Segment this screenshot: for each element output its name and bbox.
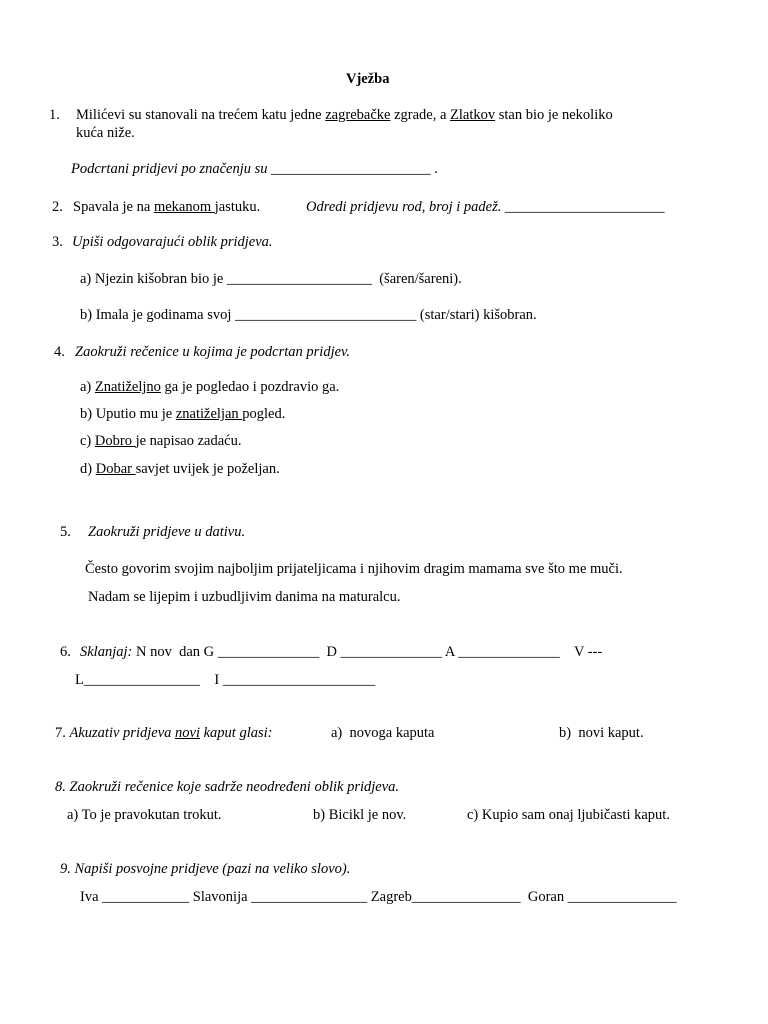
q4-task: Zaokruži rečenice u kojima je podcrtan pridjev. xyxy=(75,344,351,360)
q4-b-underlined: znatiželjan xyxy=(175,406,243,422)
q3-b-options: (star/stari) kišobran. xyxy=(416,307,537,323)
q8-task-line xyxy=(55,778,399,796)
q6-line1 xyxy=(80,643,602,661)
q8-option-c[interactable]: c) Kupio sam onaj ljubičasti kaput. xyxy=(467,807,670,823)
q4-a-text: ga je pogledao i pozdravio ga. xyxy=(160,379,340,395)
q6-number: 6. xyxy=(60,644,71,660)
q4-a-underlined: Znatiželjno xyxy=(94,379,161,395)
q2-task-line xyxy=(306,198,664,216)
q4-item-a[interactable] xyxy=(80,378,339,396)
q3-a-options: (šaren/šareni). xyxy=(371,271,462,287)
q2-answer-blank[interactable]: ______________________ xyxy=(501,199,665,215)
q7-option-a[interactable]: a) novoga kaputa xyxy=(331,725,435,741)
q7-line xyxy=(55,724,272,742)
q7-task-pre: Akuzativ pridjeva xyxy=(69,725,176,741)
q4-d-label: d) xyxy=(80,461,96,477)
q4-item-b[interactable] xyxy=(80,405,285,423)
q1-underlined-adjective-1: zagrebačke xyxy=(325,107,391,123)
q1-sentence-line1 xyxy=(76,106,613,124)
q1-number: 1. xyxy=(49,107,60,123)
q7-task-post: kaput glasi: xyxy=(199,725,273,741)
q6-dative-blank[interactable]: ______________ xyxy=(340,644,443,660)
q7-number: 7. xyxy=(55,725,66,741)
worksheet-title: Vježba xyxy=(346,71,390,87)
q9-blank-slavonija[interactable]: ________________ xyxy=(251,889,368,905)
q3-a-text: a) Njezin kišobran bio je xyxy=(80,271,227,287)
q2-text-post: jastuku. xyxy=(214,199,261,215)
q3-item-b xyxy=(80,306,537,324)
q3-number: 3. xyxy=(52,234,63,250)
q9-task: Napiši posvojne pridjeve (pazi na veliko slovo). xyxy=(74,861,351,877)
q9-word-iva: Iva xyxy=(80,889,103,905)
q4-b-text: pogled. xyxy=(242,406,286,422)
q7-task xyxy=(70,725,273,741)
q9-word-zagreb: Zagreb xyxy=(367,889,412,905)
q3-item-a xyxy=(80,270,462,288)
q6-accusative-blank[interactable]: ______________ xyxy=(458,644,560,660)
q1-text-post: stan bio je nekoliko xyxy=(495,107,613,123)
q9-blank-goran[interactable]: _______________ xyxy=(567,889,677,905)
q9-word-slavonija: Slavonija xyxy=(189,889,252,905)
q2-task: Odredi pridjevu rod, broj i padež. xyxy=(306,199,502,215)
q4-c-underlined: Dobro xyxy=(94,433,136,449)
q9-word-goran: Goran xyxy=(520,889,568,905)
q5-text-line2[interactable]: Nadam se lijepim i uzbudljivim danima na maturalcu. xyxy=(88,589,401,605)
q5-text-line1[interactable]: Često govorim svojim najboljim prijateljicama i njihovim dragim mamama sve što me muči. xyxy=(85,561,623,577)
q3-b-answer-blank[interactable]: _________________________ xyxy=(235,307,417,323)
q9-blank-iva[interactable]: ____________ xyxy=(102,889,190,905)
q1-sentence-line2: kuća niže. xyxy=(76,125,135,141)
q1-text-mid: zgrade, a xyxy=(390,107,451,123)
q6-nominative: N nov dan G xyxy=(132,644,218,660)
q6-vocative: V --- xyxy=(559,644,603,660)
q6-locative-blank[interactable]: ________________ xyxy=(83,672,200,688)
q4-number: 4. xyxy=(54,344,65,360)
q6-instrumental-blank[interactable]: _____________________ xyxy=(222,672,376,688)
q8-number: 8. xyxy=(55,779,66,795)
q4-d-text: savjet uvijek je poželjan. xyxy=(135,461,280,477)
q6-line2 xyxy=(75,671,375,689)
q4-item-c[interactable] xyxy=(80,432,241,450)
q5-task: Zaokruži pridjeve u dativu. xyxy=(88,524,246,540)
q1-task: Podcrtani pridjevi po značenju su xyxy=(71,161,268,177)
q2-underlined-adjective: mekanom xyxy=(153,199,215,215)
q4-d-underlined: Dobar xyxy=(95,461,136,477)
q7-underlined-adjective: novi xyxy=(175,725,200,741)
q4-b-text-pre: b) Uputio mu je xyxy=(80,406,176,422)
q2-number: 2. xyxy=(52,199,63,215)
q6-genitive-blank[interactable]: ______________ xyxy=(217,644,320,660)
q8-task: Zaokruži rečenice koje sadrže neodređeni oblik pridjeva. xyxy=(69,779,400,795)
q1-text-pre: Milićevi su stanovali na trećem katu jedne xyxy=(76,107,326,123)
q7-option-b[interactable]: b) novi kaput. xyxy=(559,725,644,741)
q6-dative-label: D xyxy=(319,644,341,660)
q8-option-a[interactable]: a) To je pravokutan trokut. xyxy=(67,807,222,823)
q1-end-dot: . xyxy=(430,161,438,177)
q1-answer-blank[interactable]: ______________________ xyxy=(271,161,431,177)
q9-blank-zagreb[interactable]: _______________ xyxy=(411,889,521,905)
q8-option-b[interactable]: b) Bicikl je nov. xyxy=(313,807,407,823)
q3-task: Upiši odgovarajući oblik pridjeva. xyxy=(72,234,273,250)
q1-task-line xyxy=(71,160,438,178)
q4-c-text: je napisao zadaću. xyxy=(135,433,242,449)
q2-sentence xyxy=(73,198,260,216)
q1-underlined-adjective-2: Zlatkov xyxy=(450,107,496,123)
q3-a-answer-blank[interactable]: ____________________ xyxy=(226,271,372,287)
q3-b-text: b) Imala je godinama svoj xyxy=(80,307,236,323)
q5-number: 5. xyxy=(60,524,71,540)
q9-task-line xyxy=(60,860,350,878)
q6-locative-label: L xyxy=(75,672,84,688)
q6-task: Sklanjaj: xyxy=(80,644,133,660)
q4-item-d[interactable] xyxy=(80,460,280,478)
q9-items xyxy=(80,888,676,906)
q6-instrumental-label: I xyxy=(199,672,223,688)
q2-text-pre: Spavala je na xyxy=(73,199,154,215)
q9-number: 9. xyxy=(60,861,71,877)
q4-a-label: a) xyxy=(80,379,95,395)
q4-c-label: c) xyxy=(80,433,95,449)
q6-accusative-label: A xyxy=(442,644,459,660)
